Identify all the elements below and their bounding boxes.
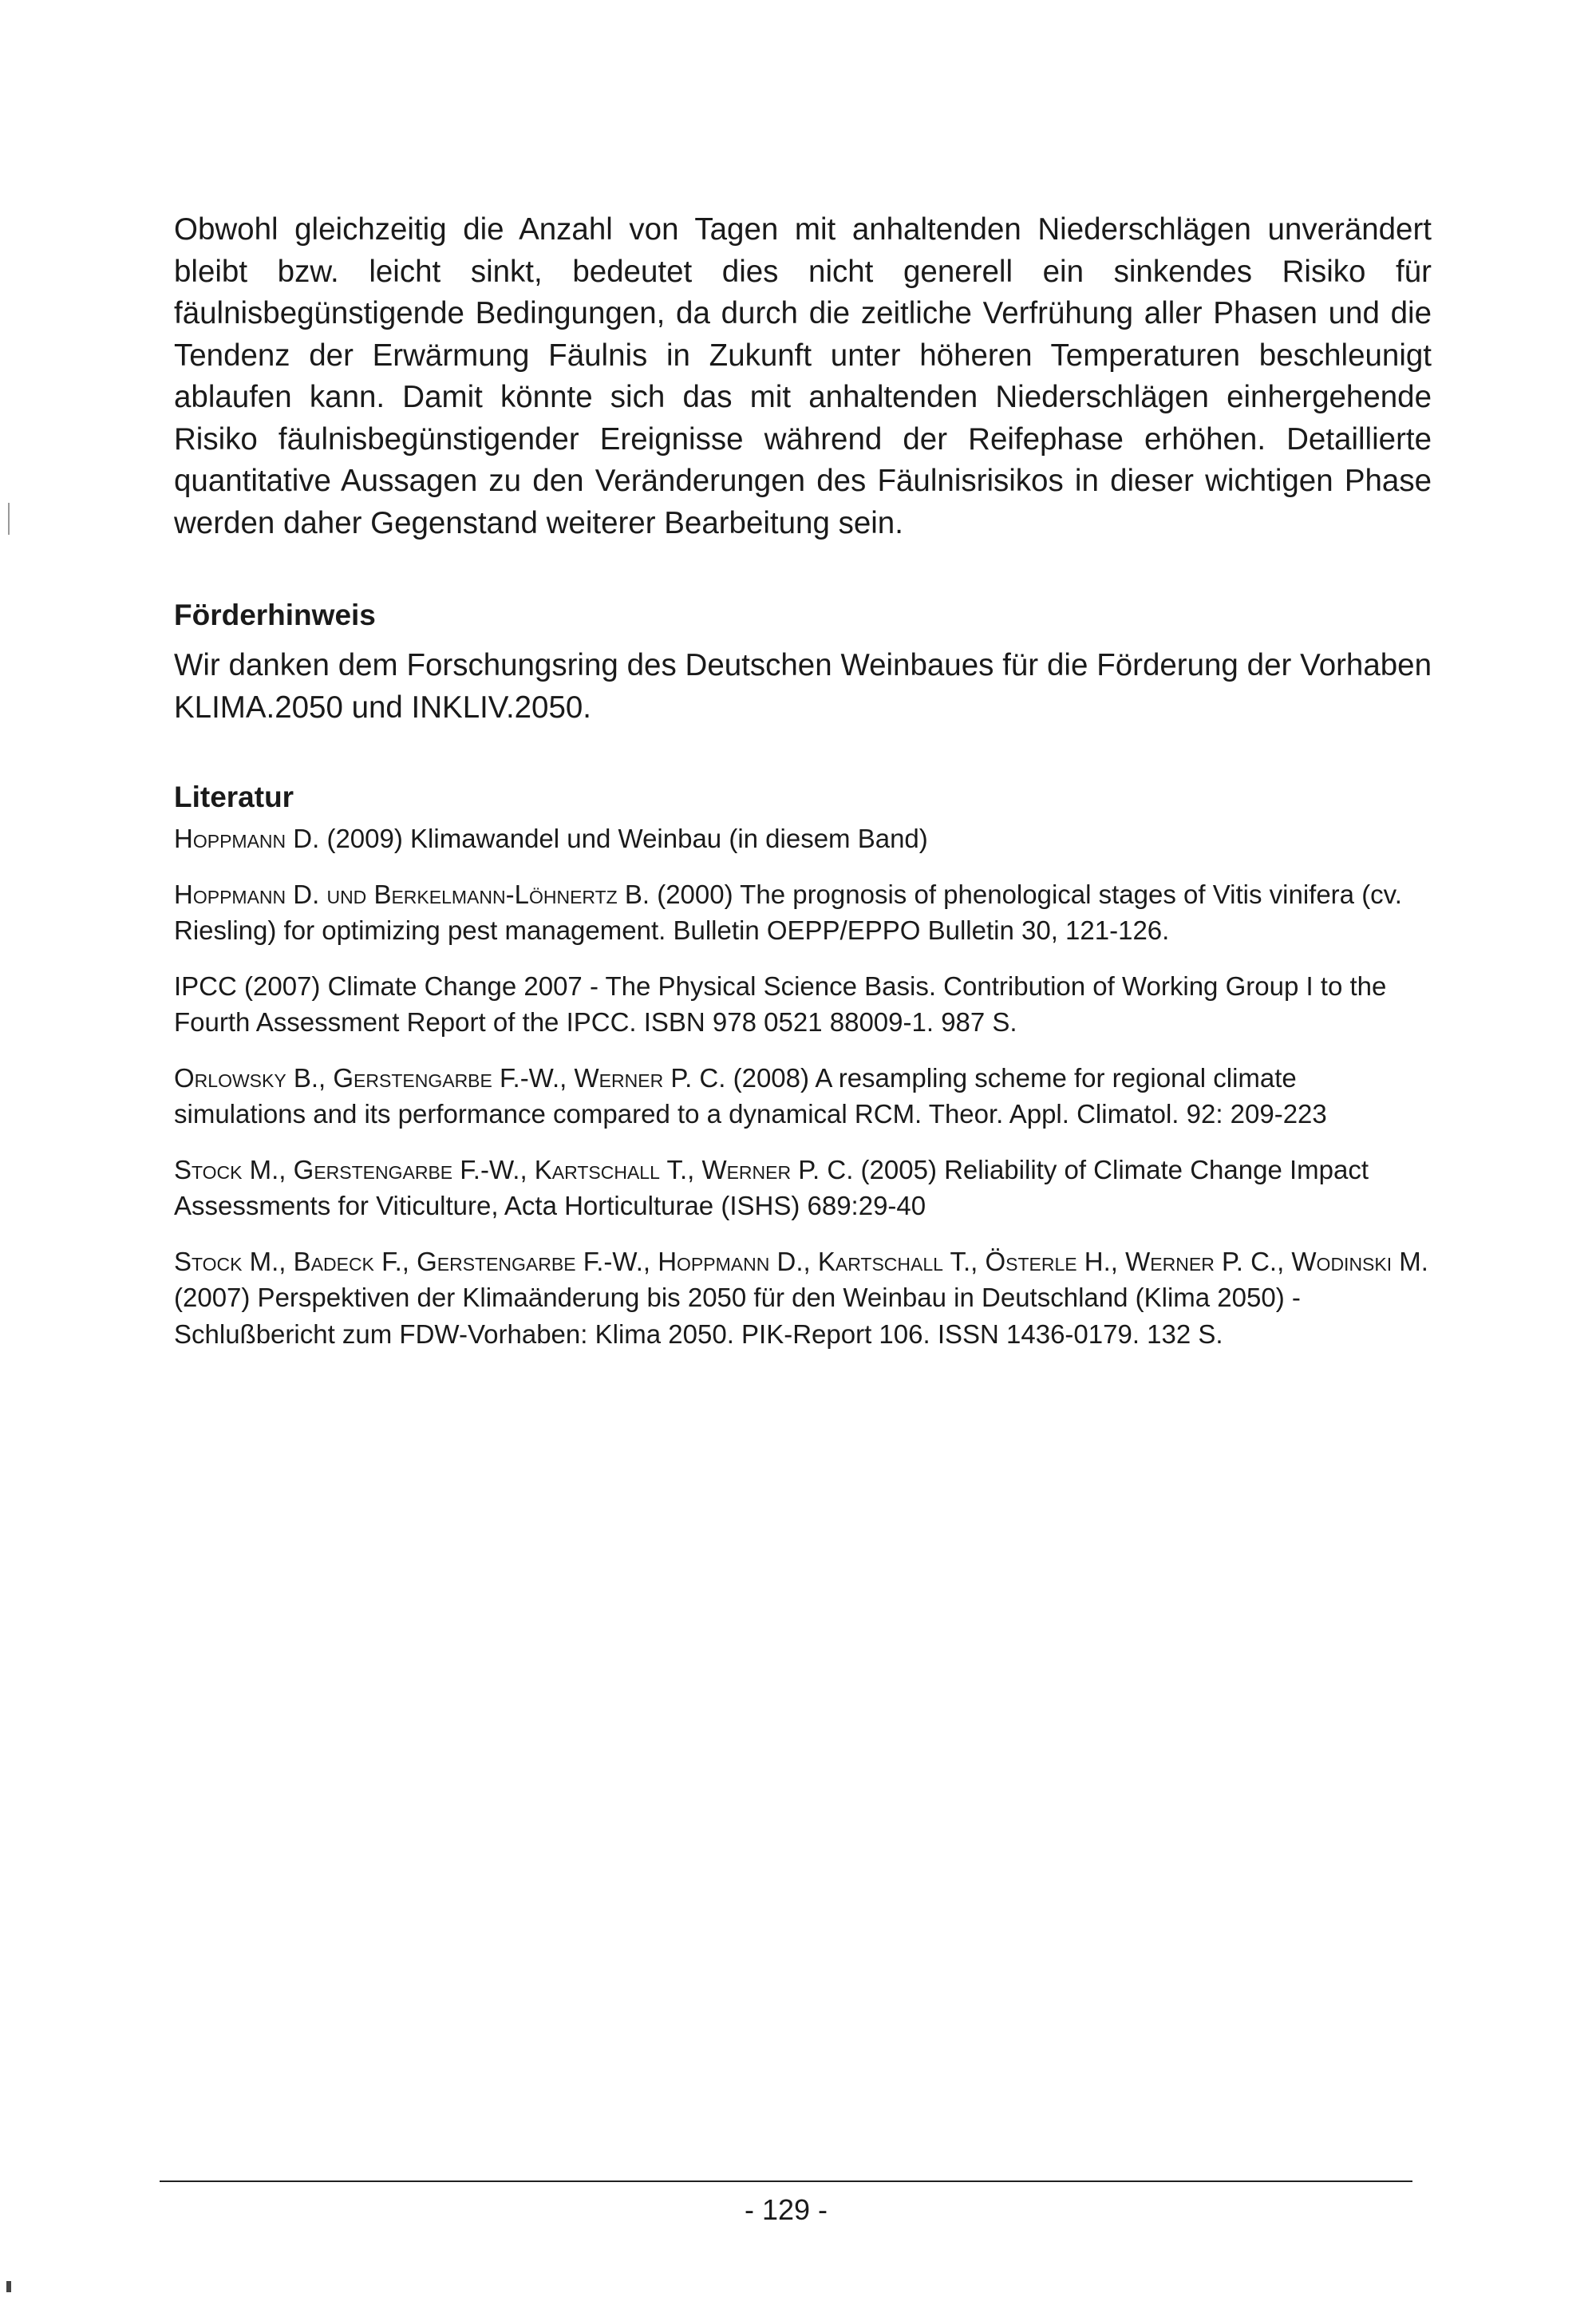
reference-text: (2009) Klimawandel und Weinbau (in diesem Band) xyxy=(319,824,928,853)
reference-authors: Stock M., Gerstengarbe F.-W., Kartschall T., Werner P. C. xyxy=(174,1154,854,1184)
reference-text: (2007) Perspektiven der Klimaänderung bis 2050 für den Weinbau in Deutschland (Klima 2050) - Schlußbericht zum FDW-Vorhaben: Klima 2050. PIK-Report 106. ISSN 1436-0179. 132 S. xyxy=(174,1283,1301,1349)
reference-item xyxy=(174,1243,1432,1353)
reference-text: (2005) Reliability of Climate Change Impact Assessments for Viticulture, Acta Horticulturae (ISHS) 689:29-40 xyxy=(174,1154,1369,1220)
reference-item xyxy=(174,820,1432,857)
body-paragraph: Obwohl gleichzeitig die Anzahl von Tagen mit anhaltenden Niederschlägen unverändert bleibt bzw. leicht sinkt, bedeutet dies nicht generell ein sinkendes Risiko für fäulnisbegünstigende Bedingungen, da durch die zeitliche Verfrühung aller Phasen und die Tendenz der Erwärmung Fäulnis in Zukunft unter höheren Temperaturen beschleunigt ablaufen kann. Damit könnte sich das mit anhaltenden Niederschlägen einhergehende Risiko fäulnisbegünstigender Ereignisse während der Reifephase erhöhen. Detaillierte quantitative Aussagen zu den Veränderungen des Fäulnisrisikos in dieser wichtigen Phase werden daher Gegenstand weiterer Bearbeitung sein. xyxy=(174,212,1432,540)
reference-text: (2008) A resampling scheme for regional climate simulations and its performance compared to a dynamical RCM. Theor. Appl. Climatol. 92: 209-223 xyxy=(174,1062,1327,1129)
reference-item xyxy=(174,1060,1432,1133)
funding-text: Wir danken dem Forschungsring des Deutschen Weinbaues für die Förderung der Vorhaben KLIMA.2050 und INKLIV.2050. xyxy=(174,648,1432,725)
reference-authors: Hoppmann D. xyxy=(174,824,320,853)
page-number: - 129 - xyxy=(744,2193,828,2226)
literature-heading: Literatur xyxy=(174,781,294,813)
reference-item xyxy=(174,1152,1432,1224)
funding-heading: Förderhinweis xyxy=(174,599,376,631)
scan-mark xyxy=(6,2281,11,2292)
reference-item xyxy=(174,968,1432,1041)
scan-mark xyxy=(8,503,10,535)
reference-item xyxy=(174,876,1432,949)
reference-text: IPCC (2007) Climate Change 2007 - The Physical Science Basis. Contribution of Working Group I to the Fourth Assessment Report of the IPCC. ISBN 978 0521 88009-1. 987 S. xyxy=(174,971,1387,1037)
reference-text: (2000) The prognosis of phenological stages of Vitis vinifera (cv. Riesling) for optimizing pest management. Bulletin OEPP/EPPO Bulletin 30, 121-126. xyxy=(174,879,1402,945)
reference-list xyxy=(174,820,1432,1371)
reference-authors: Orlowsky B., Gerstengarbe F.-W., Werner P. C. xyxy=(174,1062,726,1093)
footer-rule xyxy=(160,2180,1412,2182)
reference-authors: Hoppmann D. und Berkelmann-Löhnertz B. xyxy=(174,879,650,909)
reference-authors: Stock M., Badeck F., Gerstengarbe F.-W., Hoppmann D., Kartschall T., Österle H., Werner P. C., Wodinski M. xyxy=(174,1246,1428,1276)
